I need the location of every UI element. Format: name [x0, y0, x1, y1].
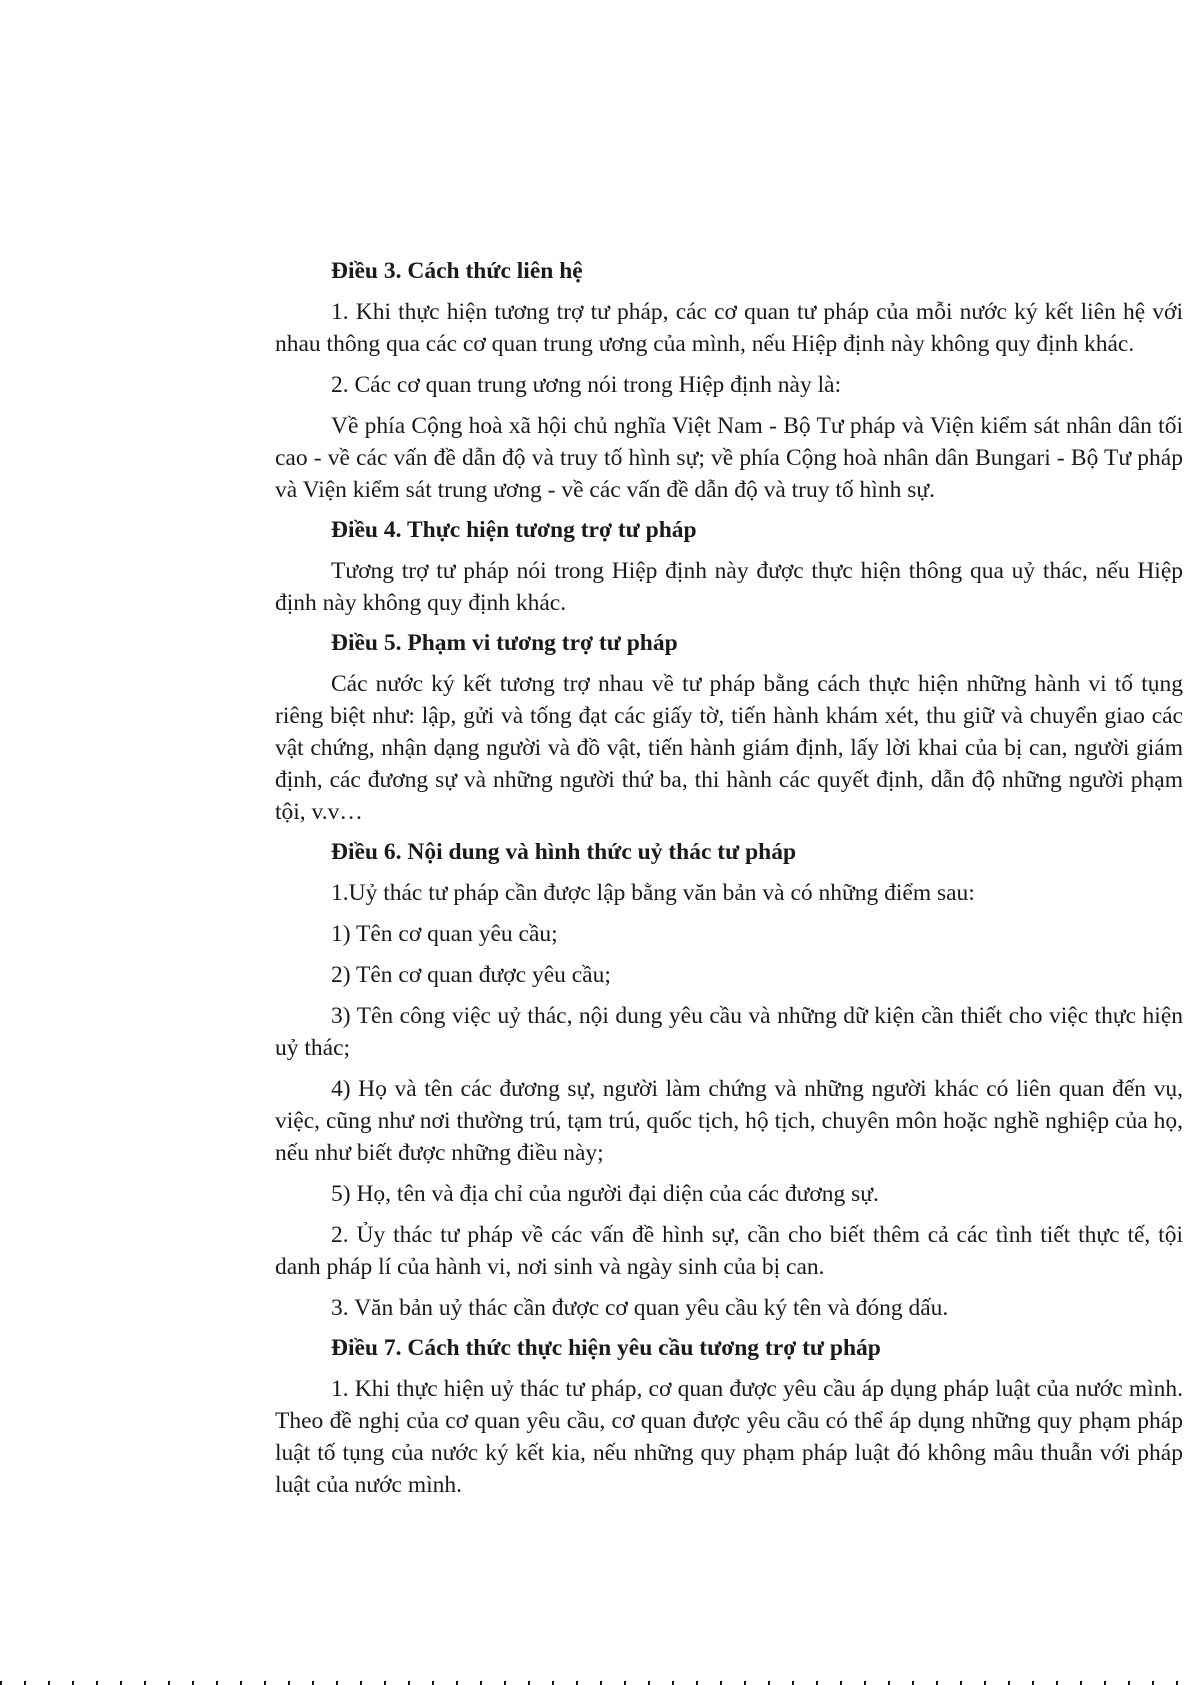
article-6-heading: Điều 6. Nội dung và hình thức uỷ thác tư pháp [331, 839, 797, 865]
article-7-paragraph-1: 1. Khi thực hiện uỷ thác tư pháp, cơ quan được yêu cầu áp dụng pháp luật của nước mình. Theo đề nghị của cơ quan yêu cầu, cơ quan được yêu cầu có thể áp dụng những quy phạm pháp luật tố tụng của nước ký kết kia, nếu những quy phạm pháp luật đó không mâu thuẫn với pháp luật của nước mình. [275, 1376, 1183, 1498]
article-5 [275, 628, 1183, 828]
article-3-paragraph-1: 1. Khi thực hiện tương trợ tư pháp, các cơ quan tư pháp của mỗi nước ký kết liên hệ với nhau thông qua các cơ quan trung ương của mình, nếu Hiệp định này không quy định khác. [275, 299, 1183, 357]
article-6-item-1: 1) Tên cơ quan yêu cầu; [331, 921, 558, 947]
article-3-heading: Điều 3. Cách thức liên hệ [331, 258, 583, 284]
article-5-paragraph-1: Các nước ký kết tương trợ nhau về tư pháp bằng cách thực hiện những hành vi tố tụng riêng biệt như: lập, gửi và tống đạt các giấy tờ, tiến hành khám xét, thu giữ và chuyển giao các vật chứng, nhận dạng người và đồ vật, tiến hành giám định, lấy lời khai của bị can, người giám định, các đương sự và những người thứ ba, thi hành các quyết định, dẫn độ những người phạm tội, v.v… [275, 671, 1183, 825]
article-3 [275, 256, 1183, 506]
article-4 [275, 515, 1183, 619]
article-6-item-5: 5) Họ, tên và địa chỉ của người đại diện của các đương sự. [331, 1181, 879, 1207]
document-page [275, 256, 1183, 1510]
article-4-heading: Điều 4. Thực hiện tương trợ tư pháp [331, 517, 697, 543]
article-6-item-2: 2) Tên cơ quan được yêu cầu; [331, 962, 611, 988]
article-7-heading: Điều 7. Cách thức thực hiện yêu cầu tương trợ tư pháp [331, 1335, 881, 1361]
article-3-paragraph-3: Về phía Cộng hoà xã hội chủ nghĩa Việt Nam - Bộ Tư pháp và Viện kiểm sát nhân dân tối cao - về các vấn đề dẫn độ và truy tố hình sự; về phía Cộng hoà nhân dân Bungari - Bộ Tư pháp và Viện kiểm sát trung ương - về các vấn đề dẫn độ và truy tố hình sự. [275, 413, 1183, 503]
article-4-paragraph-1: Tương trợ tư pháp nói trong Hiệp định này được thực hiện thông qua uỷ thác, nếu Hiệp định này không quy định khác. [275, 558, 1183, 616]
article-6-paragraph-2: 2. Ủy thác tư pháp về các vấn đề hình sự, cần cho biết thêm cả các tình tiết thực tế, tội danh pháp lí của hành vi, nơi sinh và ngày sinh của bị can. [275, 1222, 1183, 1280]
article-6-item-4: 4) Họ và tên các đương sự, người làm chứng và những người khác có liên quan đến vụ, việc, cũng như nơi thường trú, tạm trú, quốc tịch, hộ tịch, chuyên môn hoặc nghề nghiệp của họ, nếu như biết được những điều này; [275, 1076, 1183, 1166]
article-6-paragraph-1: 1.Uỷ thác tư pháp cần được lập bằng văn bản và có những điểm sau: [331, 880, 975, 906]
article-3-paragraph-2: 2. Các cơ quan trung ương nói trong Hiệp định này là: [331, 372, 842, 398]
article-7 [275, 1333, 1183, 1501]
article-6-item-3: 3) Tên công việc uỷ thác, nội dung yêu cầu và những dữ kiện cần thiết cho việc thực hiện uỷ thác; [275, 1003, 1183, 1061]
article-6-paragraph-3: 3. Văn bản uỷ thác cần được cơ quan yêu cầu ký tên và đóng dấu. [331, 1295, 949, 1321]
page-bottom-edge [0, 1681, 1192, 1685]
article-5-heading: Điều 5. Phạm vi tương trợ tư pháp [331, 630, 678, 656]
article-6 [275, 837, 1183, 1324]
